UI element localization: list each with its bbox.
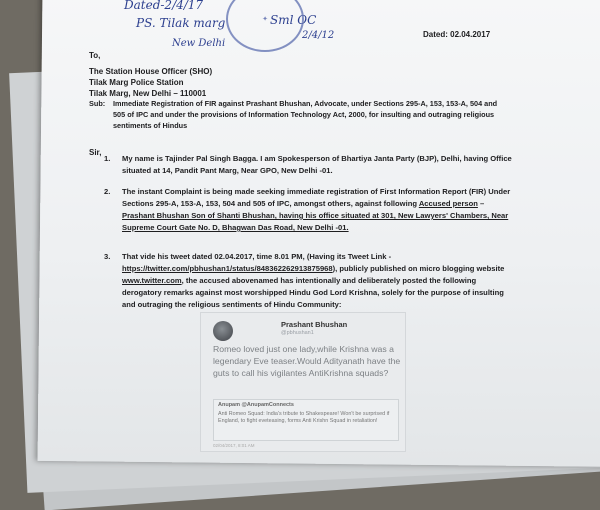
letter-date: Dated: 02.04.2017: [423, 30, 491, 39]
paragraph-2-text: The instant Complaint is being made seeking immediate registration of First Information Report (FIR) Under Sections 295-A, 153-A, 153, 504 and 505 of IPC, amongst others, against following: [122, 187, 511, 208]
tweet-screenshot: [200, 312, 406, 452]
recipient-line-2: Tilak Marg Police Station: [89, 78, 184, 87]
paragraph-3-number: 3.: [104, 252, 111, 261]
recipient-line-1: The Station House Officer (SHO): [89, 67, 213, 76]
paragraph-1-text: My name is Tajinder Pal Singh Bagga. I am Spokesperson of Bhartiya Janta Party (BJP), Delhi, having Office situated at 14, Pandit Pant Marg, Near GPO, New Delhi -01.: [122, 154, 512, 175]
paragraph-2-dash: –: [477, 199, 485, 208]
accused-details: Prashant Bhushan Son of Shanti Bhushan, having his office situated at 301, New Lawyers' Chambers, Near Supreme Court Gate No. D, Bhagwan Das Road, New Delhi -01.: [122, 211, 509, 232]
subject-label: Sub:: [89, 99, 106, 108]
accused-label: Accused person: [418, 199, 478, 208]
paragraph-3: [104, 251, 514, 311]
handwritten-city: New Delhi: [172, 38, 226, 49]
paragraph-3-text-a: That vide his tweet dated 02.04.2017, time 8.01 PM, (Having its Tweet Link -: [122, 252, 392, 261]
handwritten-sign-date: 2/4/12: [302, 30, 335, 41]
recipient-line-3: Tilak Marg, New Delhi – 110001: [89, 89, 207, 98]
paragraph-2-number: 2.: [104, 187, 111, 196]
tweet-text: Romeo loved just one lady,while Krishna was a legendary Eve teaser.Would Adityanath have the guts to call his vigilantes AntiKrishna squads?: [213, 344, 401, 378]
paragraph-1-number: 1.: [104, 154, 111, 163]
recipient-address: [89, 50, 212, 99]
quoted-tweet-author: Anupam @AnupamConnects: [218, 402, 294, 408]
quoted-tweet: [213, 399, 399, 441]
subject-text: Immediate Registration of FIR against Prashant Bhushan, Advocate, under Sections 295-A, 153, 153-A, 504 and 505 of IPC and under the provisions of Information Technology Act, 2000, for insulting and outraging religious sentiments of Hindus: [113, 99, 498, 130]
twitter-site-link[interactable]: www.twitter.com: [122, 276, 182, 285]
paragraph-2: [104, 186, 514, 234]
paragraph-2-body: [122, 186, 514, 234]
police-stamp: [226, 0, 304, 52]
tweet-author-handle: @pbhushan1: [281, 330, 314, 336]
paragraph-3-text-c: , the accused abovenamed has intentionally and deliberately posted the following derogatory remarks against most worshipped Hindu God Lord Krishna, solely for the purpose of insulting and outraging the religious sentiments of Hindu Community:: [122, 276, 504, 309]
paragraph-3-body: [122, 251, 514, 311]
salutation: Sir,: [89, 148, 102, 157]
paragraph-1: [104, 153, 514, 177]
to-label: To,: [89, 51, 101, 60]
tweet-author-name: Prashant Bhushan: [281, 320, 348, 329]
tweet-link[interactable]: https://twitter.com/pbhushan1/status/848362262913875968: [122, 264, 333, 273]
tweet-timestamp: 02/04/2017, 8:01 AM: [213, 443, 255, 448]
handwritten-signature: Sml OC: [270, 13, 317, 27]
paragraph-3-text-b: ), publicly published on micro blogging website: [332, 264, 505, 273]
quoted-tweet-text: Anti Romeo Squad: India's tribute to Shakespeare! Won't be surprised if England, to fight eveteasing, forms Anti Krishn Squad in retaliation!: [218, 411, 390, 424]
avatar: [213, 321, 233, 341]
subject-block: [89, 98, 509, 131]
handwritten-station: PS. Tilak marg: [136, 16, 226, 30]
handwritten-date: Dated-2/4/17: [124, 0, 204, 12]
stamp-mark: ✦: [262, 16, 268, 23]
